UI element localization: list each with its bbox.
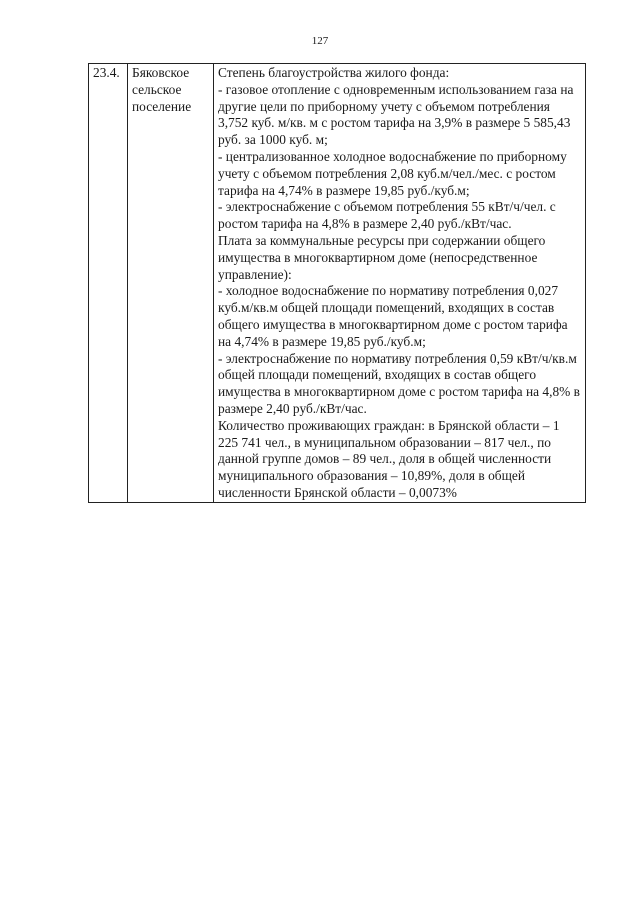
description-population: Количество проживающих граждан: в Брянской области – 1 225 741 чел., в муниципальном образовании – 817 чел., по данной группе домов – 89 чел., доля в общей численности муниципального образования – 10,89%, доля в общей численности Брянской области – 0,0073% (218, 417, 560, 500)
description-item: - электроснабжение с объемом потребления 55 кВт/ч/чел. с ростом тарифа на 4,8% в размере 2,40 руб./кВт/час. (218, 199, 556, 232)
settlement-name-line: сельское (132, 81, 182, 97)
row-number: 23.4. (93, 65, 120, 80)
description-heading: Плата за коммунальные ресурсы при содержании общего имущества в многоквартирном доме (непосредственное управление): (218, 232, 546, 282)
description-heading: Степень благоустройства жилого фонда: (218, 65, 450, 80)
table-row (89, 64, 586, 503)
description-cell (214, 64, 586, 503)
tariff-table (88, 63, 586, 503)
description-item: - электроснабжение по нормативу потребления 0,59 кВт/ч/кв.м общей площади помещений, входящих в состав общего имущества в многоквартирном доме с ростом тарифа на 4,8% в размере 2,40 руб./кВт/час. (218, 350, 580, 416)
settlement-name-line: поселение (132, 98, 192, 114)
settlement-name-cell (128, 64, 214, 503)
description-item: - холодное водоснабжение по нормативу потребления 0,027 куб.м/кв.м общей площади помещений, входящих в состав общего имущества в многоквартирном доме с ростом тарифа на 4,74% в размере 19,85 руб./куб.м; (218, 283, 568, 349)
row-number-cell (89, 64, 128, 503)
description-item: - газовое отопление с одновременным использованием газа на другие цели по приборному учету с объемом потребления 3,752 куб. м/кв. м с ростом тарифа на 3,9% в размере 5 585,43 руб. за 1000 куб. м; (218, 81, 574, 148)
page-number: 127 (311, 35, 329, 47)
settlement-name-line: Бяковское (132, 65, 190, 80)
description-item: - централизованное холодное водоснабжение по приборному учету с объемом потребления 2,08 куб.м/чел./мес. с ростом тарифа на 4,74% в размере 19,85 руб./куб.м; (218, 148, 567, 198)
